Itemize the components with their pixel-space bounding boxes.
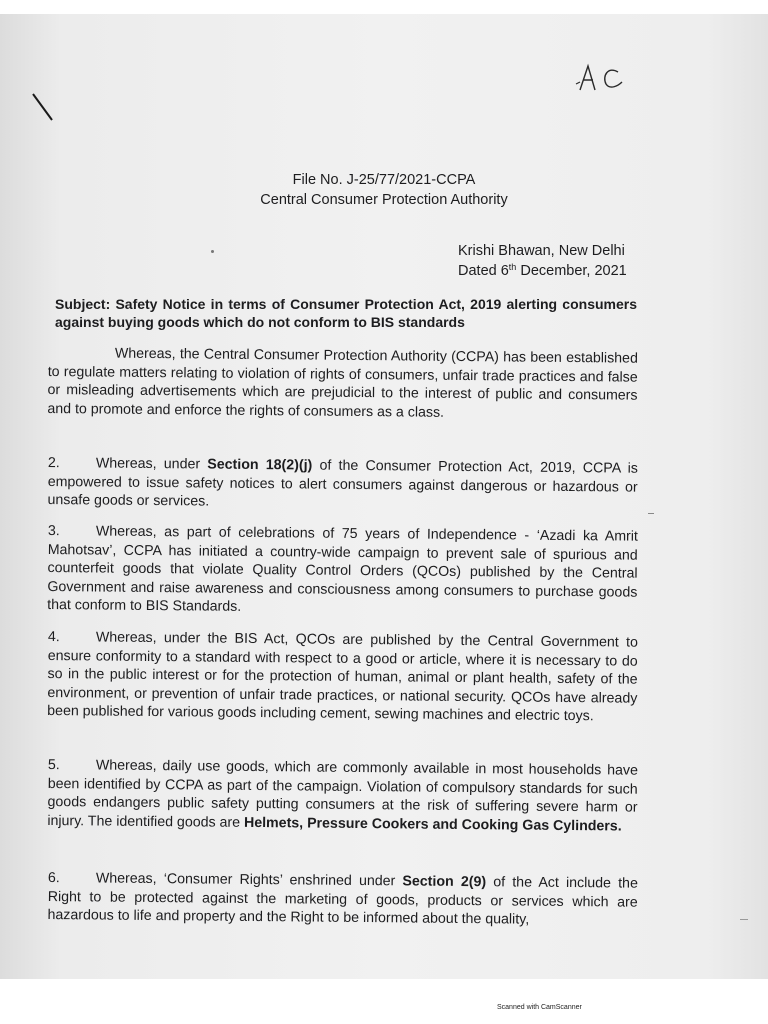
subject-line: Subject: Safety Notice in terms of Consumer Protection Act, 2019 alerting consumers against buying goods which do not conform to BIS standards (55, 296, 637, 330)
paragraph-2: 2. Whereas, under Section 18(2)(j) of the Consumer Protection Act, 2019, CCPA is empowered to issue safety notices to alert consumers against dangerous or hazardous or unsafe goods or services. (47, 454, 638, 510)
scanned-page (0, 14, 768, 979)
date-line: Dated 6th December, 2021 (458, 262, 627, 279)
scanner-watermark: Scanned with CamScanner (497, 1004, 582, 1011)
speck-mark (211, 250, 214, 253)
pen-stroke-mark (30, 92, 56, 124)
file-number: File No. J-25/77/2021-CCPA (292, 172, 476, 188)
edge-tick-mark (740, 919, 748, 920)
authority-name: Central Consumer Protection Authority (260, 192, 508, 208)
paragraph-5: 5. Whereas, daily use goods, which are commonly available in most households have been identified by CCPA as part of the campaign. Violation of compulsory standards for such goods endangers public safety putting consumers at the risk of suffering severe harm or injury. The identified goods are Helmets, Pressure Cookers and Cooking Gas Cylinders. (47, 756, 638, 835)
place: Krishi Bhawan, New Delhi (458, 243, 625, 259)
paragraph-6: 6. Whereas, ‘Consumer Rights’ enshrined under Section 2(9) of the Act include the Right to be protected against the marketing of goods, products or services which are hazardous to life and property and the Right to be informed about the quality, (47, 869, 638, 928)
paragraph-1: Whereas, the Central Consumer Protection Authority (CCPA) has been established to regulate matters relating to violation of rights of consumers, unfair trade practices and false or misleading advertisements which are prejudicial to the interest of public and consumers and to promote and enforce the rights of consumers as a class. (47, 345, 638, 421)
dash-mark (648, 513, 654, 514)
paragraph-3: 3. Whereas, as part of celebrations of 75 years of Independence - ‘Azadi ka Amrit Mahotsav’, CCPA has initiated a country-wide campaign to prevent sale of spurious and counterfeit goods that violate Quality Control Orders (QCOs) published by the Central Government and raise awareness and consciousness among consumers to purchase goods that conform to BIS Standards. (47, 522, 638, 616)
paragraph-4: 4. Whereas, under the BIS Act, QCOs are published by the Central Government to ensure conformity to a standard with respect to a good or article, where it is necessary to do so in the public interest or for the protection of human, animal or plant health, safety of the environment, or prevention of unfair trade practices, or national security. QCOs have already been published for various goods including cement, sewing machines and electric toys. (47, 628, 638, 725)
place-date-block (458, 241, 627, 281)
handwritten-initials (568, 54, 638, 98)
